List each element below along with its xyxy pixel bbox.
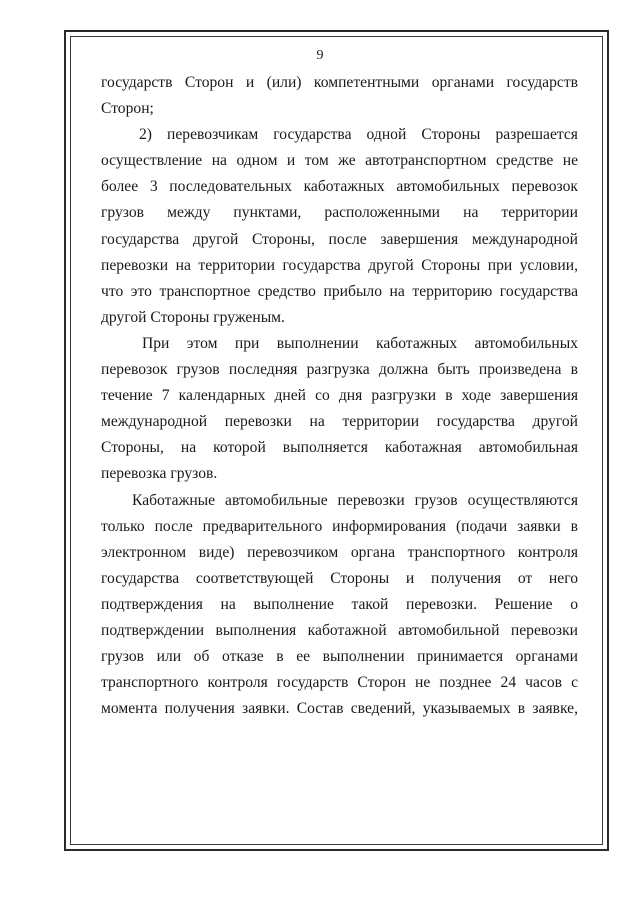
text-line: что это транспортное средство прибыло на территорию государства — [101, 282, 578, 300]
text-line: грузов или об отказе в ее выполнении принимается органами — [101, 648, 578, 666]
text-line: другой Стороны груженым. — [101, 308, 285, 326]
page-number: 9 — [316, 48, 324, 63]
text-line: государств Сторон и (или) компетентными органами государств — [101, 74, 578, 91]
text-line: осуществление на одном и том же автотранспортном средстве не — [101, 152, 578, 170]
text-line: перевозок грузов последняя разгрузка должна быть произведена в — [101, 361, 578, 379]
text-line: только после предварительного информирования (подачи заявки в — [101, 517, 578, 535]
text-line: грузов между пунктами, расположенными на территории — [101, 204, 578, 222]
text-line: Стороны, на которой выполняется каботажная автомобильная — [101, 439, 578, 457]
text-line: Сторон; — [101, 100, 154, 118]
text-line: государства другой Стороны, после завершения международной — [101, 230, 578, 248]
text-line: государства соответствующей Стороны и получения от него — [101, 569, 578, 587]
text-line: более 3 последовательных каботажных автомобильных перевозок — [101, 178, 578, 196]
text-line: подтверждении выполнения каботажной автомобильной перевозки — [101, 621, 578, 639]
text-line: перевозки на территории государства другой Стороны при условии, — [101, 256, 578, 274]
text-line: течение 7 календарных дней со дня разгрузки в ходе завершения — [101, 387, 578, 405]
text-line: перевозка грузов. — [101, 465, 218, 483]
text-line: подтверждения на выполнение такой перевозки. Решение о — [101, 595, 578, 613]
text-line: 2) перевозчикам государства одной Стороны разрешается — [139, 126, 578, 144]
text-line: международной перевозки на территории государства другой — [101, 413, 578, 431]
text-line: Каботажные автомобильные перевозки грузов осуществляются — [132, 491, 578, 509]
text-line: момента получения заявки. Состав сведений, указываемых в заявке, — [101, 700, 578, 718]
text-line: При этом при выполнении каботажных автомобильных — [142, 334, 578, 352]
document-body — [101, 70, 578, 722]
text-line: транспортного контроля государств Сторон не позднее 24 часов с — [101, 674, 578, 692]
text-line: электронном виде) перевозчиком органа транспортного контроля — [101, 543, 578, 561]
